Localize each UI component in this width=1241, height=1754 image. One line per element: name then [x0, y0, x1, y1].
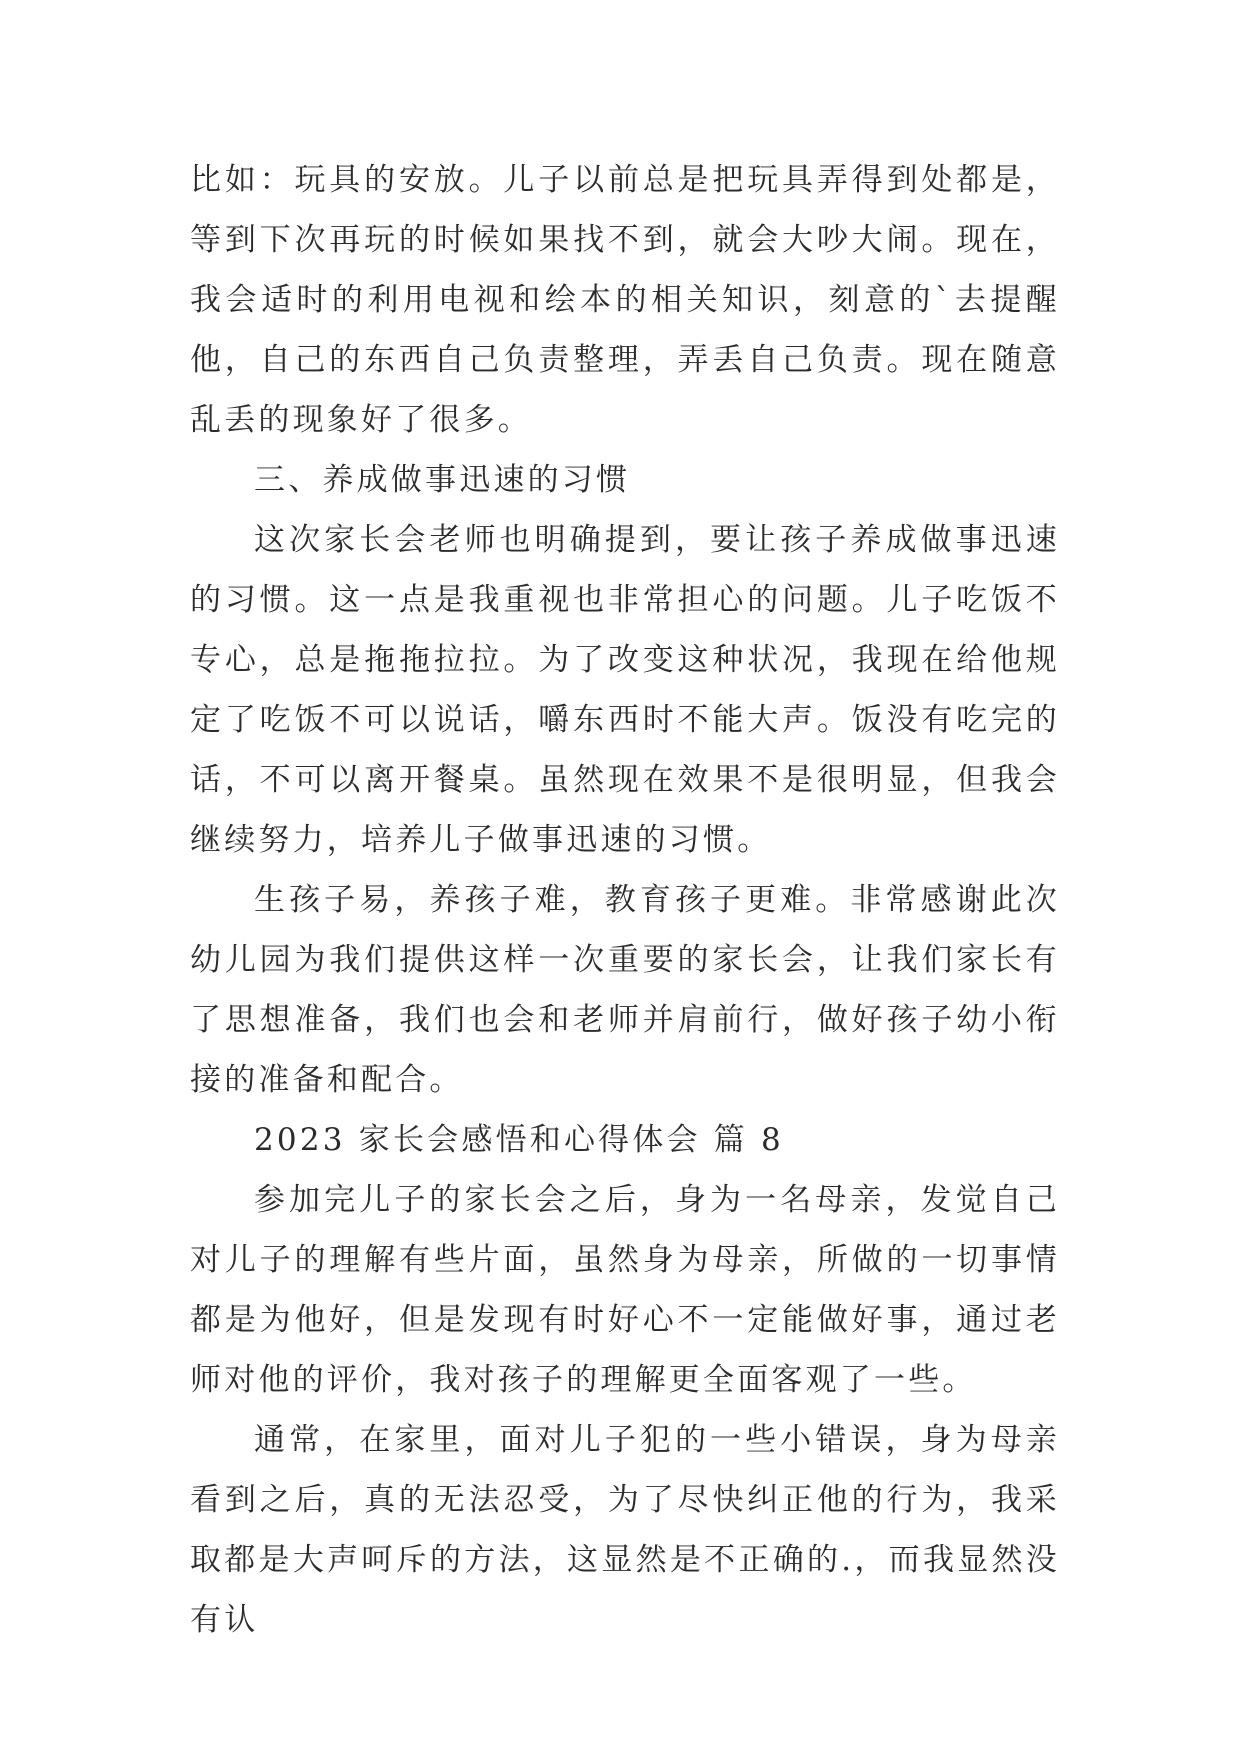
paragraph-at-home: 通常，在家里，面对儿子犯的一些小错误，身为母亲看到之后，真的无法忍受，为了尽快纠正他的行为，我采取都是大声呵斥的方法，这显然是不正确的.，而我显然没有认 — [190, 1422, 1060, 1638]
paragraph-fast-habits: 这次家长会老师也明确提到，要让孩子养成做事迅速的习惯。这一点是我重视也非常担心的问题。儿子吃饭不专心，总是拖拖拉拉。为了改变这种状况，我现在给他规定了吃饭不可以说话，嚼东西时不能大声。饭没有吃完的话，不可以离开餐桌。虽然现在效果不是很明显，但我会继续努力，培养儿子做事迅速的习惯。 — [190, 522, 1060, 858]
paragraph-after-meeting: 参加完儿子的家长会之后，身为一名母亲，发觉自己对儿子的理解有些片面，虽然身为母亲，所做的一切事情都是为他好，但是发现有时好心不一定能做好事，通过老师对他的评价，我对孩子的理解更全面客观了一些。 — [190, 1182, 1060, 1398]
paragraph-thanks: 生孩子易，养孩子难，教育孩子更难。非常感谢此次幼儿园为我们提供这样一次重要的家长会，让我们家长有了思想准备，我们也会和老师并肩前行，做好孩子幼小衔接的准备和配合。 — [190, 882, 1060, 1098]
paragraph-toy-placement: 比如：玩具的安放。儿子以前总是把玩具弄得到处都是，等到下次再玩的时候如果找不到，就会大吵大闹。现在，我会适时的利用电视和绘本的相关知识，刻意的`去提醒他，自己的东西自己负责整理，弄丢自己负责。现在随意乱丢的现象好了很多。 — [190, 162, 1060, 438]
section-heading-fast-habits: 三、养成做事迅速的习惯 — [254, 462, 631, 498]
document-body — [190, 150, 1060, 1650]
article-title-part-8: 2023 家长会感悟和心得体会 篇 8 — [254, 1122, 784, 1158]
